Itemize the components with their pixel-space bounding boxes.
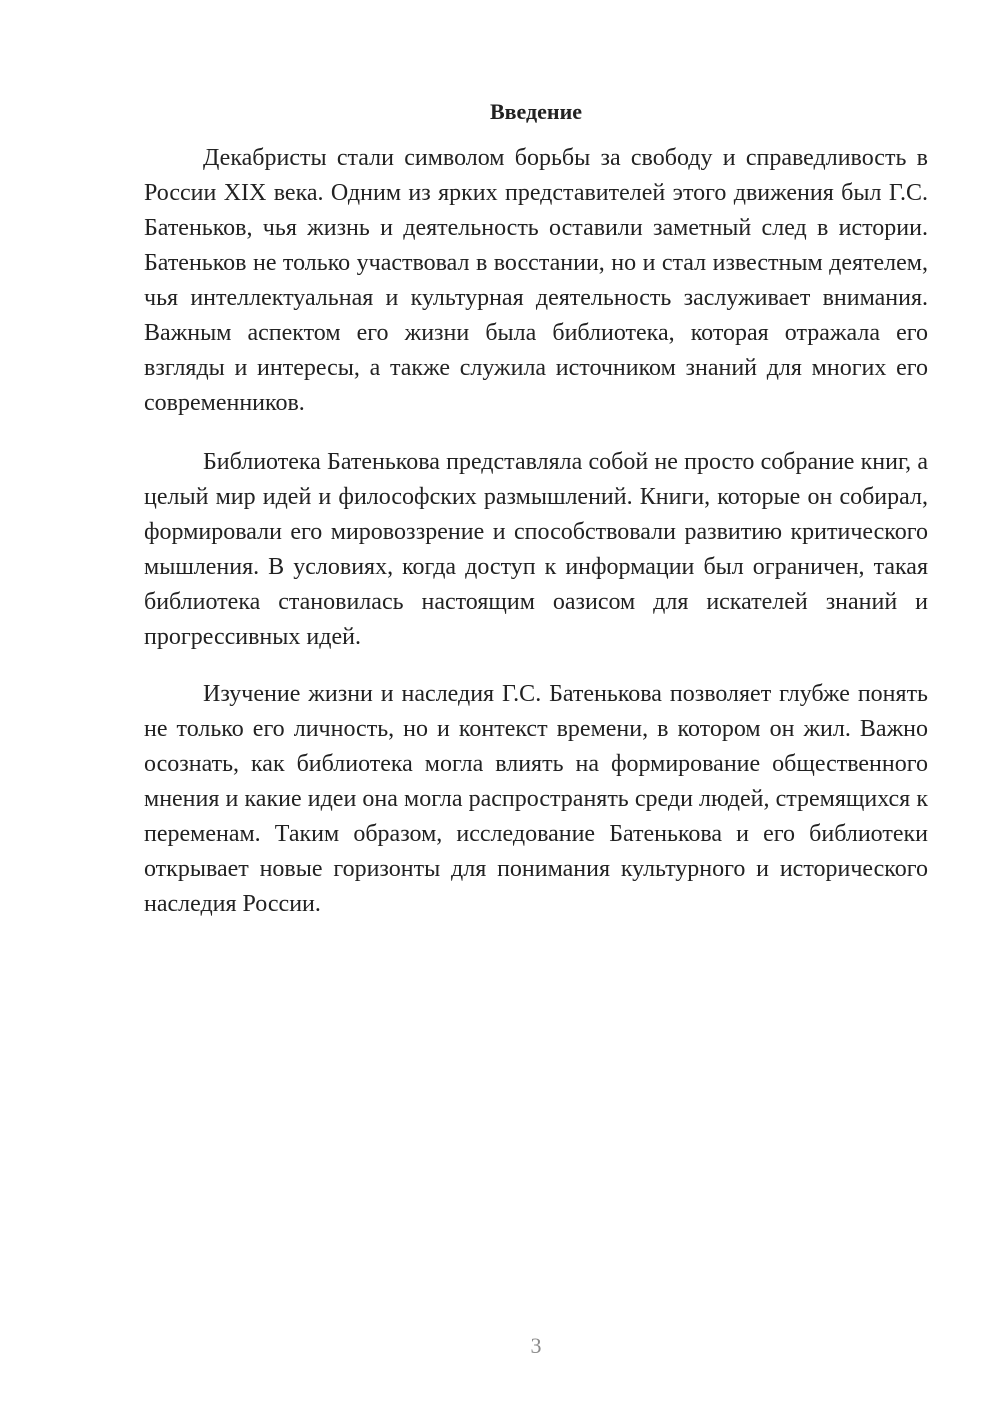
paragraph-1: Декабристы стали символом борьбы за свободу и справедливость в России XIX века. Одним из ярких представителей этого движения был Г.С. Батеньков, чья жизнь и деятельность оставили заметный след в истории. Батеньков не только участвовал в восстании, но и стал известным деятелем, чья интеллектуальная и культурная деятельность заслуживает внимания. Важным аспектом его жизни была библиотека, которая отражала его взгляды и интересы, а также служила источником знаний для многих его современников. [144,145,928,416]
page-number: 3 [530,1333,542,1358]
paragraph-2-block [144,445,928,655]
paragraph-3: Изучение жизни и наследия Г.С. Батенькова позволяет глубже понять не только его личность, но и контекст времени, в котором он жил. Важно осознать, как библиотека могла влиять на формирование общественного мнения и какие идеи она могла распространять среди людей, стремящихся к переменам. Таким образом, исследование Батенькова и его библиотеки открывает новые горизонты для понимания культурного и исторического наследия России. [144,681,928,917]
paragraph-3-block [144,677,928,922]
paragraph-1-block [144,141,928,421]
paragraph-2: Библиотека Батенькова представляла собой не просто собрание книг, а целый мир идей и философских размышлений. Книги, которые он собирал, формировали его мировоззрение и способствовали развитию критического мышления. В условиях, когда доступ к информации был ограничен, такая библиотека становилась настоящим оазисом для искателей знаний и прогрессивных идей. [144,449,928,650]
page-title: Введение [489,99,583,124]
